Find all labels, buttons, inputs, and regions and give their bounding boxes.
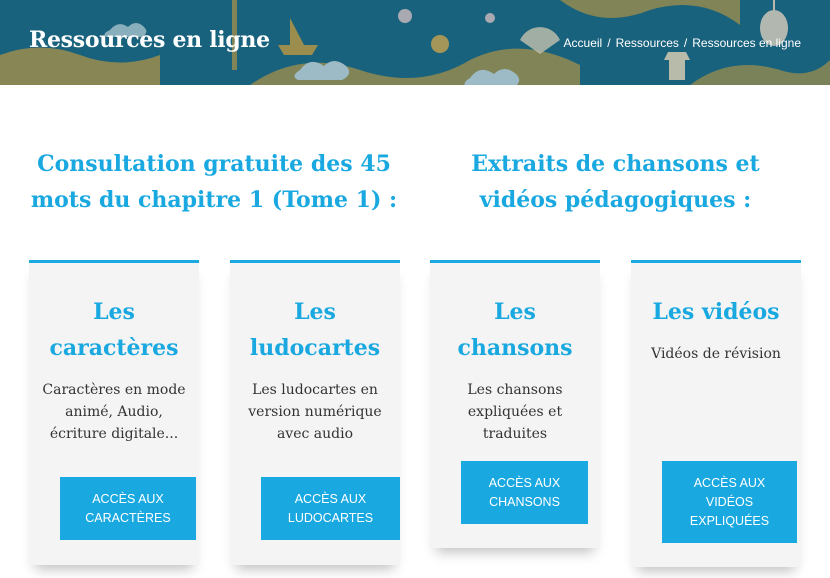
songs-access-button[interactable]: ACCÈS AUX CHANSONS xyxy=(461,461,588,524)
card-title: Les ludocartes xyxy=(249,299,381,361)
videos-access-button[interactable]: ACCÈS AUX VIDÉOS EXPLIQUÉES xyxy=(662,461,797,543)
breadcrumb-home-link[interactable]: Accueil xyxy=(563,36,603,50)
card-description: Les chansons expliquées et traduites xyxy=(467,382,563,442)
breadcrumb-separator: / xyxy=(607,36,611,50)
card-characters xyxy=(29,260,199,565)
characters-access-button[interactable]: ACCÈS AUX CARACTÈRES xyxy=(60,477,196,540)
breadcrumb-resources-link[interactable]: Ressources xyxy=(615,36,679,50)
breadcrumb xyxy=(564,36,801,50)
page-banner xyxy=(0,0,830,85)
card-title: Les vidéos xyxy=(652,299,780,325)
card-title: Les chansons xyxy=(457,299,573,361)
card-description: Les ludocartes en version numérique avec audio xyxy=(248,382,382,442)
breadcrumb-current: Ressources en ligne xyxy=(692,36,801,50)
card-songs xyxy=(430,260,600,548)
ludocards-access-button[interactable]: ACCÈS AUX LUDOCARTES xyxy=(261,477,400,540)
card-videos xyxy=(631,260,801,567)
card-ludocards xyxy=(230,260,400,565)
breadcrumb-separator: / xyxy=(683,36,688,50)
page-title: Ressources en ligne xyxy=(29,27,270,53)
card-description: Vidéos de révision xyxy=(651,346,781,362)
card-description: Caractères en mode animé, Audio, écriture digitale... xyxy=(42,382,186,442)
card-title: Les caractères xyxy=(49,299,179,361)
section-title-songs-videos: Extraits de chansons et vidéos pédagogiques : xyxy=(471,151,760,213)
section-title-free-consultation: Consultation gratuite des 45 mots du chapitre 1 (Tome 1) : xyxy=(30,151,398,213)
